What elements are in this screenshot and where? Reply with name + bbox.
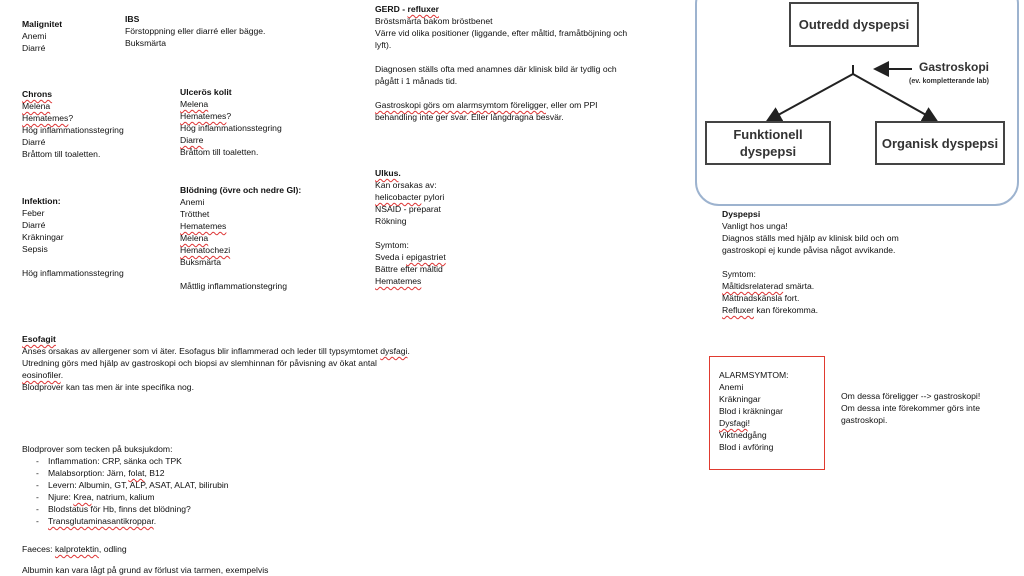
- gerd-title-refluxer: refluxer: [407, 4, 439, 14]
- blodning-line: Måttlig inflammationstegring: [180, 281, 287, 291]
- alarm-line: Blod i kräkningar: [719, 406, 784, 416]
- blodning-spacer: [180, 268, 301, 280]
- organisk-dyspepsi-box: Organisk dyspepsi: [875, 121, 1005, 165]
- b12-text: , B12: [144, 468, 165, 478]
- dyspepsi-block: [722, 208, 899, 316]
- infektion-spacer: [22, 255, 124, 267]
- malignitet-block: [22, 18, 62, 54]
- ulceros-line: [180, 110, 282, 122]
- ulceros-hematemes: Hematemes: [180, 111, 227, 121]
- folat-text: folat: [128, 468, 145, 478]
- transglutaminas-dot: .: [153, 516, 157, 526]
- malabsorption-text: Malabsorption: Järn,: [48, 468, 129, 478]
- alarm-line: Viktnedgång: [719, 430, 767, 440]
- chrons-block: [22, 88, 124, 160]
- dyspepsi-maltid: Måltidsrelaterad: [722, 281, 784, 291]
- gastroskopi-sublabel: (ev. kompletterande lab): [909, 78, 990, 85]
- gerd-line: lyft).: [375, 40, 392, 50]
- malignitet-line: Anemi: [22, 31, 47, 41]
- gerd-line: [375, 99, 627, 111]
- blodprover-block: [22, 443, 229, 527]
- njure-text: Njure:: [48, 492, 74, 502]
- infektion-line: Hög inflammationsstegring: [22, 268, 124, 278]
- infektion-line: Sepsis: [22, 244, 48, 254]
- ulkus-title-dot: .: [398, 168, 401, 178]
- ulkus-line: Symtom:: [375, 240, 409, 250]
- list-item: - Blodstatus för Hb, finns det blödning?: [36, 503, 229, 515]
- chrons-hematemes: Hematemes: [22, 113, 69, 123]
- ulceros-title: Ulcerös kolit: [180, 87, 232, 97]
- esofagit-dot: .: [407, 346, 410, 356]
- ulceros-line: Melena: [180, 99, 209, 109]
- albumin-line: Albumin kan vara lågt på grund av förlust via tarmen, exempelvis: [22, 565, 269, 575]
- infektion-line: Kräkningar: [22, 232, 64, 242]
- ulkus-line: Hematemes: [375, 276, 422, 286]
- faeces-line: [22, 543, 127, 555]
- gastroskopi-label: Gastroskopi: [919, 60, 990, 74]
- alarm-line: Blod i avföring: [719, 442, 774, 452]
- chrons-line: [22, 112, 124, 124]
- infektion-title: Infektion:: [22, 196, 61, 206]
- chrons-line: Diarré: [22, 137, 46, 147]
- list-item: [36, 491, 229, 503]
- blodning-line: Melena: [180, 233, 209, 243]
- dyspepsi-line: [722, 280, 899, 292]
- krea-text: Krea: [73, 492, 92, 502]
- chrons-title: Chrons: [22, 89, 53, 99]
- kalprotektin-text: kalprotektin: [54, 544, 99, 554]
- gerd-spacer: [375, 51, 627, 63]
- gerd-line: behandling inte ger svar. Eller långdragna besvär.: [375, 112, 564, 122]
- ibs-title: IBS: [125, 14, 140, 24]
- blodning-line: Buksmärta: [180, 257, 222, 267]
- dyspepsi-refluxer: Refluxer: [722, 305, 754, 315]
- transglutaminas-text: Transglutaminasantikroppar: [48, 516, 154, 526]
- dyspepsi-diagram: [695, 0, 1019, 206]
- esofagit-block: [22, 333, 410, 393]
- esofagit-line: Blodprover kan tas men är inte specifika nog.: [22, 382, 194, 392]
- gerd-ppi-text: , eller om PPI: [545, 100, 598, 110]
- esofagit-dot2: .: [60, 370, 64, 380]
- alarm-note-line: gastroskopi.: [841, 415, 888, 425]
- alarm-note-line: Om dessa föreligger --> gastroskopi!: [841, 391, 981, 401]
- gerd-line: Värre vid olika positioner (liggande, efter måltid, framåtböjning och: [375, 28, 628, 38]
- alarm-line: [719, 417, 789, 429]
- gerd-block: [375, 3, 627, 123]
- malignitet-line: Diarré: [22, 43, 46, 53]
- gerd-line: Diagnosen ställs ofta med anamnes där klinisk bild är tydlig och: [375, 64, 617, 74]
- esofagit-text: Anses orsakas av allergener som vi äter. Esofagus blir inflammerad och leder till typsymtomet: [22, 346, 381, 356]
- dyspepsi-line: gastroskopi ej kunde påvisa något avvikande.: [722, 245, 896, 255]
- alarm-dysfagi: Dysfagi: [719, 418, 748, 428]
- chrons-line: Bråttom till toaletten.: [22, 149, 101, 159]
- ulkus-pylori: pylori: [421, 192, 445, 202]
- esofagit-line: [22, 345, 410, 357]
- alarmsymtom-block: [719, 369, 789, 453]
- ulkus-line: Kan orsakas av:: [375, 180, 437, 190]
- list-item: - Levern: Albumin, GT, ALP, ASAT, ALAT, bilirubin: [36, 479, 229, 491]
- ulkus-line: Bättre efter måltid: [375, 264, 443, 274]
- ulkus-sveda: Sveda i: [375, 252, 407, 262]
- esofagit-line: [22, 369, 410, 381]
- chrons-line: Melena: [22, 101, 51, 111]
- infektion-line: Diarré: [22, 220, 46, 230]
- list-item: [36, 515, 229, 527]
- ibs-block: [125, 13, 265, 49]
- list-item: [36, 467, 229, 479]
- dyspepsi-spacer: [722, 256, 899, 268]
- dyspepsi-title: Dyspepsi: [722, 209, 761, 219]
- gerd-alarm-text: Gastroskopi görs om alarmsymtom föreligger: [375, 100, 546, 110]
- ulkus-block: [375, 167, 446, 287]
- alarm-title: ALARMSYMTOM:: [719, 370, 789, 380]
- faeces-label: Faeces:: [22, 544, 55, 554]
- ulceros-block: [180, 86, 282, 158]
- dyspepsi-line: Symtom:: [722, 269, 756, 279]
- ulceros-line: Hög inflammationsstegring: [180, 123, 282, 133]
- ulceros-line: Bråttom till toaletten.: [180, 147, 259, 157]
- ulkus-epigastriet: epigastriet: [406, 252, 446, 262]
- gerd-line: pågått i 1 månads tid.: [375, 76, 458, 86]
- ulkus-title: [375, 167, 446, 179]
- gerd-title: [375, 3, 627, 15]
- ulkus-spacer: [375, 227, 446, 239]
- ulkus-line: Rökning: [375, 216, 407, 226]
- esofagit-line: Utredning görs med hjälp av gastroskopi och biopsi av slemhinnan för påvisning av ökat antal: [22, 358, 377, 368]
- infektion-line: Feber: [22, 208, 45, 218]
- dyspepsi-line: Diagnos ställs med hjälp av klinisk bild och om: [722, 233, 899, 243]
- alarm-note-block: [841, 390, 980, 426]
- esofagit-dysfagi: dysfagi: [380, 346, 408, 356]
- dyspepsi-line: Vanligt hos unga!: [722, 221, 788, 231]
- ulkus-line: NSAID - preparat: [375, 204, 441, 214]
- dyspepsi-forekomma: kan förekomma.: [754, 305, 818, 315]
- gerd-spacer: [375, 87, 627, 99]
- blodning-block: [180, 184, 301, 292]
- blodning-title: Blödning (övre och nedre GI):: [180, 185, 302, 195]
- blodning-line: Hematochezi: [180, 245, 231, 255]
- ulkus-line: [375, 191, 446, 203]
- ulceros-line: Diarre: [180, 135, 204, 145]
- ulkus-helicobacter: helicobacter: [375, 192, 422, 202]
- gerd-title-text: GERD -: [375, 4, 408, 14]
- funktionell-dyspepsi-box: Funktionell dyspepsi: [705, 121, 831, 165]
- dyspepsi-line: Mättnadskänsla fort.: [722, 293, 800, 303]
- gerd-line: Bröstsmärta bakom bröstbenet: [375, 16, 493, 26]
- blodning-line: Trötthet: [180, 209, 210, 219]
- infektion-block: [22, 195, 124, 279]
- blodning-line: Anemi: [180, 197, 205, 207]
- ibs-line: Förstoppning eller diarré eller bägge.: [125, 26, 266, 36]
- natrium-text: , natrium, kalium: [91, 492, 155, 502]
- esofagit-title: Esofagit: [22, 334, 56, 344]
- ulkus-title-text: Ulkus: [375, 168, 399, 178]
- esofagit-eosinofiler: eosinofiler: [22, 370, 61, 380]
- ulceros-q: ?: [226, 111, 232, 121]
- blodprover-title: Blodprover som tecken på buksjukdom:: [22, 444, 173, 454]
- dyspepsi-line: [722, 304, 899, 316]
- alarm-excl: !: [747, 418, 751, 428]
- dyspepsi-smarta: smärta.: [783, 281, 815, 291]
- blodprover-list: [22, 455, 229, 527]
- chrons-line: Hög inflammationsstegring: [22, 125, 124, 135]
- alarm-line: Anemi: [719, 382, 744, 392]
- ulkus-line: [375, 251, 446, 263]
- list-item: - Inflammation: CRP, sänka och TPK: [36, 455, 229, 467]
- chrons-q: ?: [68, 113, 74, 123]
- malignitet-title: Malignitet: [22, 19, 63, 29]
- alarm-line: Kräkningar: [719, 394, 761, 404]
- outredd-dyspepsi-box: Outredd dyspepsi: [789, 2, 919, 47]
- ibs-line: Buksmärta: [125, 38, 167, 48]
- alarm-note-line: Om dessa inte förekommer görs inte: [841, 403, 980, 413]
- blodning-line: Hematemes: [180, 221, 227, 231]
- odling-text: , odling: [98, 544, 127, 554]
